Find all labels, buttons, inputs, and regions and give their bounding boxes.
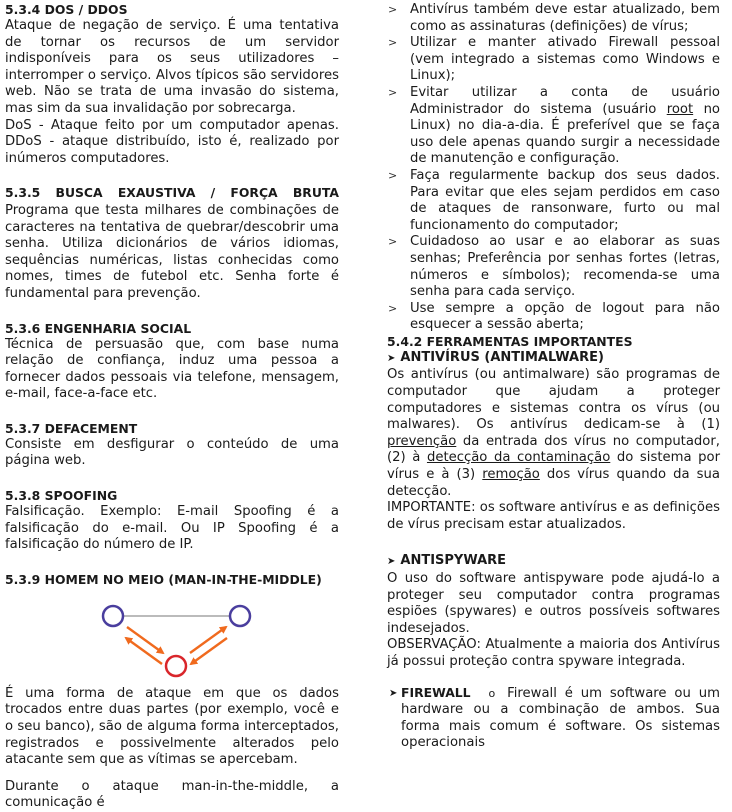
triangle-bullet-icon: ➤ — [387, 556, 396, 568]
list-item — [387, 234, 720, 300]
observation-note: OBSERVAÇÃO: Atualmente a maioria dos Antivírus já possui proteção contra spyware integrada. — [387, 637, 720, 669]
paragraph: DoS - Ataque feito por um computador apenas. DDoS - ataque distribuído, isto é, realizado por inúmeros computadores. — [5, 117, 339, 166]
arrow-bullet-icon: > — [388, 36, 398, 50]
paragraph: Técnica de persuasão que, com base numa relação de confiança, induz uma pessoa a fornecer dados pessoais via telefone, mensagem, e-mail, face-a-face etc. — [5, 336, 339, 402]
paragraph: Ataque de negação de serviço. É uma tentativa de tornar os recursos de um servidor indisponíveis para os seus utilizadores – interromper o serviço. Alvos típicos são servidores web. Não se trata de uma invasão do sistema, mas sim da sua invalidação por sobrecarga. — [5, 18, 339, 116]
paragraph-text: da entrada dos vírus no computador, (2) à — [387, 433, 720, 466]
list-item — [387, 35, 720, 85]
arrow-attacker-to-server — [190, 627, 226, 653]
paragraph-text: do sistema por vírus e à (3) — [387, 450, 720, 483]
list-item-text: no Linux) no dia-a-dia. É preferível que se faça uso dele apenas quando surgir a necessidade de manutenção e configuração. — [410, 101, 720, 167]
paragraph-text: Programa que testa milhares de combinações de caracteres na tentativa de quebrar/descobrir uma senha. Utiliza dicionários de vários idiomas, sequências numéricas, listas conhecidas como nomes, times de futebol etc. Senha forte é fundamental para prevenção. — [5, 202, 339, 301]
victim-node — [103, 606, 123, 626]
paragraph-text: dos vírus quando da sua detecção. — [387, 467, 720, 499]
list-item-text: Use sempre a opção de logout para não esquecer a sessão aberta; — [410, 300, 720, 333]
underlined-text: detecção da contaminação — [426, 450, 611, 466]
list-item — [387, 85, 720, 168]
arrow-bullet-icon: > — [388, 235, 398, 249]
list-item — [387, 2, 720, 35]
arrow-bullet-icon: > — [388, 85, 398, 99]
server-node — [230, 606, 250, 626]
antispyware-heading — [387, 553, 720, 571]
antivirus-heading — [387, 350, 720, 368]
arrow-attacker-to-victim — [126, 638, 162, 664]
paragraph: Consiste em desfigurar o conteúdo de uma página web. — [5, 436, 339, 469]
paragraph — [5, 185, 339, 302]
arrow-bullet-icon: > — [388, 168, 398, 182]
section-defacement — [5, 421, 339, 470]
paragraph: Falsificação. Exemplo: E-mail Spoofing é a falsificação do e-mail. Ou IP Spoofing é a falsificação do número de IP. — [5, 504, 339, 553]
paragraph-text: Os antivírus (ou antimalware) são programas de computador que ajudam a proteger computadores e sistemas contra os vírus (ou malwares). Os antivírus dedicam-se à (1) — [387, 367, 720, 433]
paragraph: O uso do software antispyware pode ajudá-lo a proteger seu computador contra programas espiões (spywares) e outros possíveis softwares indesejados. — [387, 571, 720, 636]
section-forca-bruta — [5, 185, 339, 302]
antispyware-heading-text: ANTISPYWARE — [400, 553, 507, 569]
section-heading: 5.3.8 SPOOFING — [5, 488, 118, 504]
underlined-text: remoção — [482, 467, 540, 483]
section-heading: 5.3.6 ENGENHARIA SOCIAL — [5, 320, 192, 336]
section-dos-ddos — [5, 2, 339, 167]
antispyware-section — [387, 553, 720, 670]
section-man-in-the-middle — [5, 572, 339, 812]
paragraph: Durante o ataque man-in-the-middle, a comunicação é — [5, 778, 339, 811]
section-spoofing — [5, 488, 339, 554]
list-item — [387, 301, 720, 334]
section-engenharia-social — [5, 321, 339, 403]
attacker-node — [166, 656, 186, 676]
underlined-text: prevenção — [387, 433, 457, 449]
list-item-text: Evitar utilizar a conta de usuário Administrador do sistema (usuário — [410, 84, 720, 117]
list-item-text: Antivírus também deve estar atualizado, bem como as assinaturas (definições) de vírus; — [410, 2, 720, 34]
recommendations-list — [387, 2, 720, 334]
mitm-diagram-svg — [5, 598, 339, 680]
right-column — [387, 2, 720, 752]
triangle-bullet-icon: ➤ — [387, 352, 396, 364]
section-heading: 5.3.4 DOS / DDOS — [5, 2, 128, 17]
section-heading: 5.4.2 FERRAMENTAS IMPORTANTES — [387, 333, 633, 349]
important-note: IMPORTANTE: os software antivírus e as definições de vírus precisam estar atualizados. — [387, 500, 720, 532]
paragraph-text: Firewall é um software ou um hardware ou a combinação de ambos. Sua forma mais comum é software. Os sistemas operacionais — [401, 685, 720, 751]
list-item-text: Utilizar e manter ativado Firewall pessoal (vem integrado a sistemas como Windows e Linux); — [410, 35, 720, 84]
antivirus-section — [387, 350, 720, 534]
antivirus-heading-text: ANTIVÍRUS (ANTIMALWARE) — [400, 349, 604, 365]
list-item — [387, 168, 720, 234]
firewall-section — [387, 685, 720, 752]
sub-bullet-marker: o — [488, 686, 496, 700]
section-heading: 5.3.9 HOMEM NO MEIO (MAN-IN-THE-MIDDLE) — [5, 571, 322, 587]
paragraph: É uma forma de ataque em que os dados trocados entre duas partes (por exemplo, você e o seu banco), são de alguma forma interceptados, registrados e possivelmente alterados pelo atacante sem que as vítimas se apercebam. — [5, 685, 339, 768]
left-column — [5, 2, 339, 812]
list-item-text: Cuidadoso ao usar e ao elaborar as suas senhas; Preferência por senhas fortes (letras, números e símbolos); recomenda-se uma senha para cada serviço. — [410, 234, 720, 300]
paragraph — [387, 367, 720, 500]
mitm-diagram — [5, 598, 339, 680]
arrow-server-to-attacker — [191, 638, 227, 664]
firewall-heading: FIREWALL — [401, 684, 471, 700]
section-heading: 5.3.7 DEFACEMENT — [5, 420, 138, 436]
arrow-victim-to-attacker — [127, 627, 163, 653]
list-item-text: Faça regularmente backup dos seus dados. Para evitar que eles sejam perdidos em caso de ataques de ransonware, furto ou mal funcionamento do computador; — [410, 167, 720, 233]
underlined-text: root — [666, 101, 694, 117]
arrow-bullet-icon: > — [388, 3, 398, 16]
section-heading: 5.3.5 BUSCA EXAUSTIVA / FORÇA BRUTA — [5, 185, 339, 201]
arrow-bullet-icon: > — [388, 301, 398, 315]
triangle-bullet-icon: ➤ — [389, 687, 398, 699]
